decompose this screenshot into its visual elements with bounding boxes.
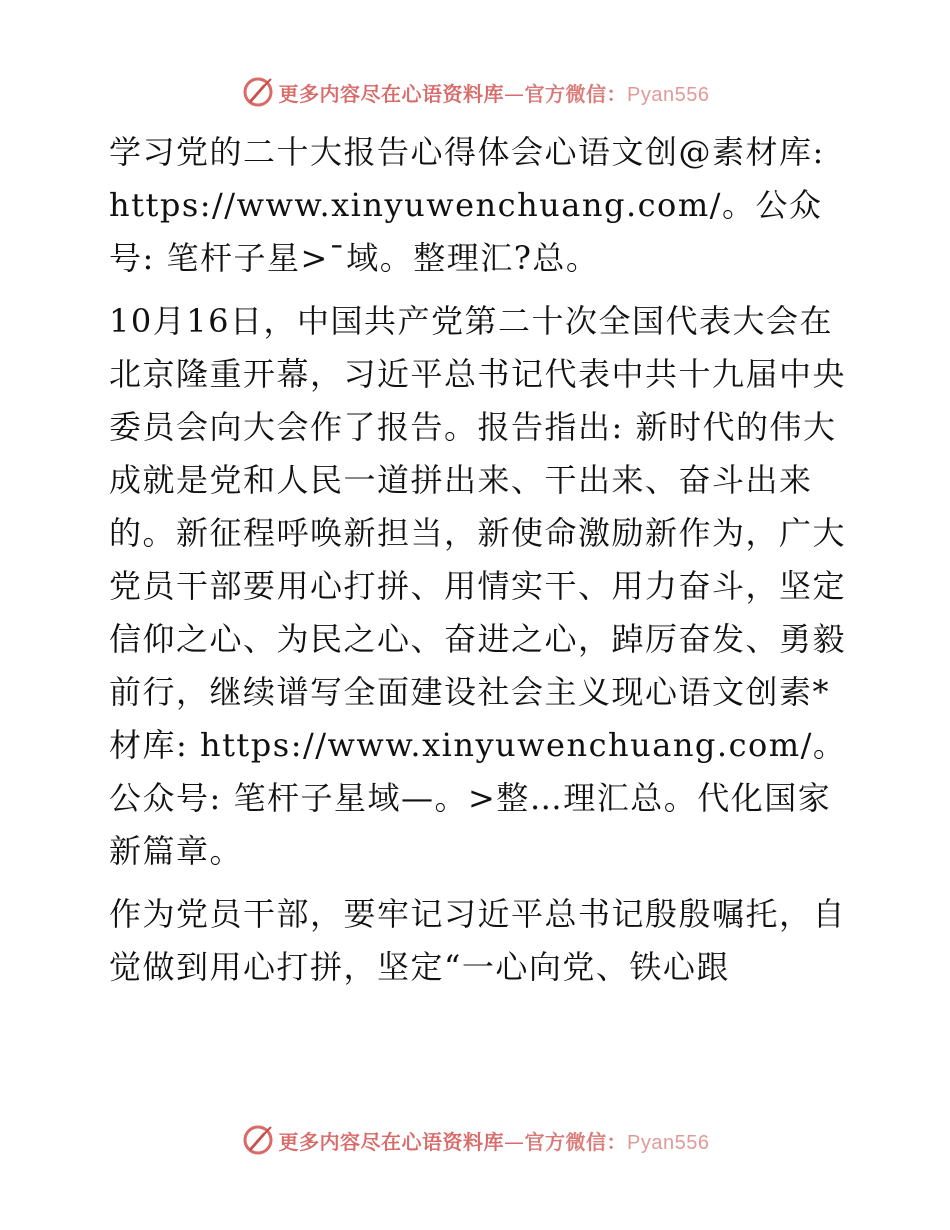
quill-logo-icon	[241, 75, 275, 109]
watermark-wechat-id: Pyan556	[627, 1131, 710, 1154]
header-watermark	[0, 70, 950, 114]
paragraph-1: 学习党的二十大报告心得体会心语文创@素材库: https://www.xinyuwenchuang.com/。公众号: 笔杆子星>¯域。整理汇?总。	[109, 133, 825, 277]
watermark-separator: —	[504, 81, 525, 106]
footer-watermark	[0, 1118, 950, 1162]
document-body	[97, 126, 853, 998]
watermark-title: 更多内容尽在心语资料库	[278, 81, 505, 106]
watermark-label: 官方微信：	[524, 81, 628, 106]
quill-logo-icon	[241, 1123, 275, 1157]
watermark-separator: —	[504, 1129, 525, 1154]
paragraph-2: 10月16日，中国共产党第二十次全国代表大会在北京隆重开幕，习近平总书记代表中共十九届中央委员会向大会作了报告。报告指出: 新时代的伟大成就是党和人民一道拼出来、干出来、奋斗出来的。新征程呼唤新担当，新使命激励新作为，广大党员干部要用心打拼、用情实干、用力奋斗，坚定信仰之心、为民之心、奋进之心，踔厉奋发、勇毅前行，继续谱写全面建设社会主义现心语文创素*材库: https://www.xinyuwenchuang.com/。公众号: 笔杆子星域—。>整…理汇总。代化国家新篇章。	[109, 302, 847, 870]
watermark-wechat-id: Pyan556	[627, 83, 710, 106]
paragraph-3: 作为党员干部，要牢记习近平总书记殷殷嘱托，自觉做到用心打拼，坚定“一心向党、铁心跟	[109, 895, 847, 986]
watermark-label: 官方微信：	[524, 1129, 628, 1154]
watermark-title: 更多内容尽在心语资料库	[278, 1129, 505, 1154]
